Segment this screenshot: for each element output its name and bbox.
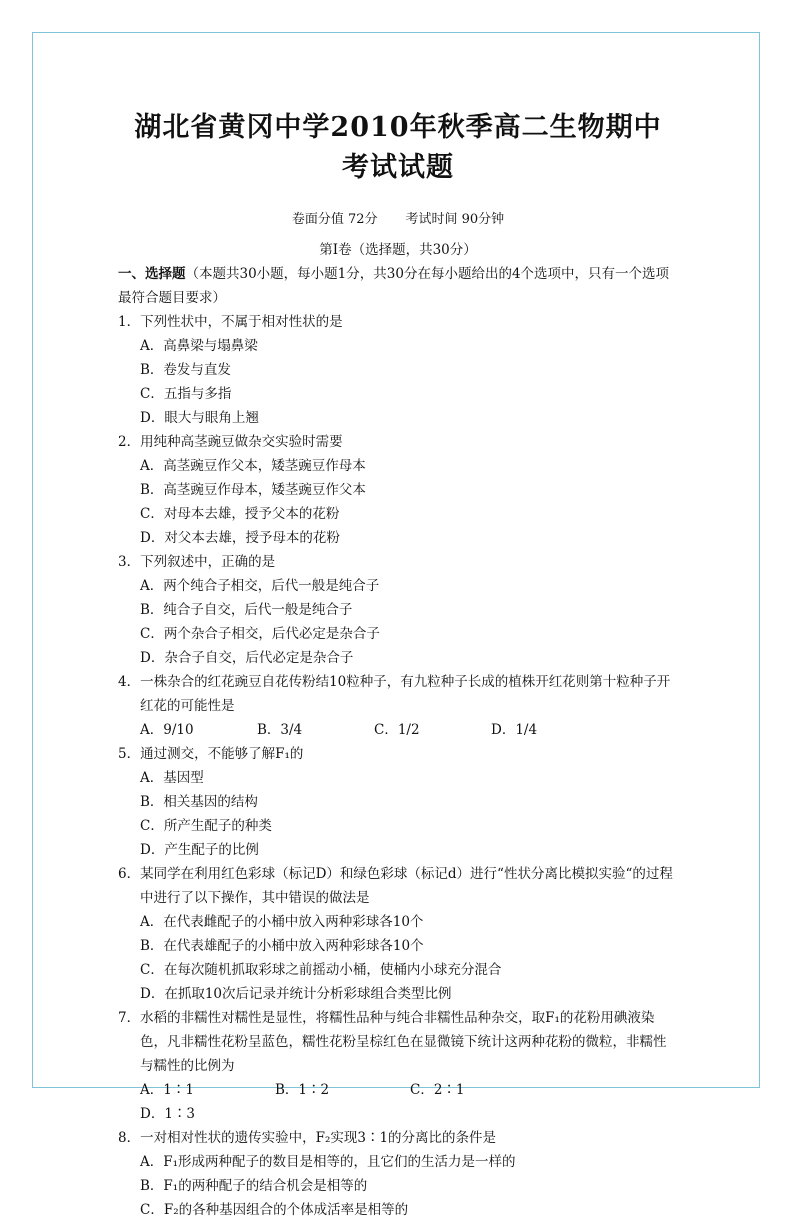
question-stem: 2．用纯种高茎豌豆做杂交实验时需要 [118, 434, 343, 450]
option-d: D．杂合子自交，后代必定是杂合子 [140, 650, 354, 666]
time-info: 考试时间 90分钟 [405, 212, 505, 227]
option-a: A．9/10 [140, 722, 194, 738]
section-instructions [118, 262, 678, 310]
option-c: C．F₂的各种基因组合的个体成活率是相等的 [140, 1202, 409, 1218]
option-d: D．对父本去雄，授予母本的花粉 [140, 530, 340, 546]
question-6 [118, 862, 678, 1006]
question-stem: 6．某同学在利用红色彩球（标记D）和绿色彩球（标记d）进行“性状分离比模拟实验“的过程中进行了以下操作，其中错误的做法是 [118, 866, 673, 906]
option-d: D．眼大与眼角上翘 [140, 410, 259, 426]
score-info: 卷面分值 72分 [291, 212, 378, 227]
title-line-2: 考试试题 [342, 152, 454, 183]
option-d: D．1∶3 [140, 1106, 196, 1122]
option-c: C．两个杂合子相交，后代必定是杂合子 [140, 626, 380, 642]
question-stem: 4．一株杂合的红花豌豆自花传粉结10粒种子，有九粒种子长成的植株开红花则第十粒种子开红花的可能性是 [118, 674, 671, 714]
option-b: B．纯合子自交，后代一般是纯合子 [140, 602, 353, 618]
section-label: 一、选择题 [118, 266, 186, 282]
option-c: C．对母本去雄，授予父本的花粉 [140, 506, 340, 522]
option-b: B．高茎豌豆作母本，矮茎豌豆作父本 [140, 482, 366, 498]
option-b: B．在代表雄配子的小桶中放入两种彩球各10个 [140, 938, 424, 954]
question-3 [118, 550, 678, 670]
option-a: A．高茎豌豆作父本，矮茎豌豆作母本 [140, 458, 366, 474]
question-1 [118, 310, 678, 430]
question-stem: 8．一对相对性状的遗传实验中，F₂实现3∶1的分离比的条件是 [118, 1130, 497, 1146]
question-8 [118, 1126, 678, 1222]
question-stem: 7．水稻的非糯性对糯性是显性，将糯性品种与纯合非糯性品种杂交，取F₁的花粉用碘液染色，凡非糯性花粉呈蓝色，糯性花粉呈棕红色在显微镜下统计这两种花粉的微粒，非糯性与糯性的比例为 [118, 1010, 667, 1074]
option-a: A．1∶1 [140, 1082, 194, 1098]
option-b: B．1∶2 [275, 1082, 330, 1098]
option-c: C．1/2 [374, 722, 420, 738]
question-7 [118, 1006, 678, 1126]
option-a: A．在代表雌配子的小桶中放入两种彩球各10个 [140, 914, 424, 930]
option-a: A．高鼻梁与塌鼻梁 [140, 338, 258, 354]
question-stem: 5．通过测交，不能够了解F₁的 [118, 746, 304, 762]
option-b: B．卷发与直发 [140, 362, 231, 378]
option-a: A．两个纯合子相交，后代一般是纯合子 [140, 578, 380, 594]
option-d: D．产生配子的比例 [140, 842, 259, 858]
option-c: C．2∶1 [410, 1082, 465, 1098]
option-d: D．1/4 [491, 722, 538, 738]
option-b: B．F₁的两种配子的结合机会是相等的 [140, 1178, 368, 1194]
question-5 [118, 742, 678, 862]
section-heading: 第Ⅰ卷（选择题，共30分） [319, 242, 477, 258]
exam-document [118, 108, 678, 1222]
option-a: A．F₁形成两种配子的数目是相等的，且它们的生活力是一样的 [140, 1154, 516, 1170]
option-c: C．所产生配子的种类 [140, 818, 272, 834]
question-4 [118, 670, 678, 742]
exam-meta [118, 210, 678, 230]
option-b: B．相关基因的结构 [140, 794, 258, 810]
option-d: D．在抓取10次后记录并统计分析彩球组合类型比例 [140, 986, 452, 1002]
question-2 [118, 430, 678, 550]
question-stem: 1．下列性状中，不属于相对性状的是 [118, 314, 343, 330]
title-line-1: 湖北省黄冈中学2010年秋季高二生物期中 [134, 112, 662, 143]
option-c: C．在每次随机抓取彩球之前摇动小桶，使桶内小球充分混合 [140, 962, 502, 978]
option-a: A．基因型 [140, 770, 204, 786]
exam-title [118, 108, 678, 188]
question-stem: 3．下列叙述中，正确的是 [118, 554, 276, 570]
option-b: B．3/4 [257, 722, 303, 738]
section-instructions-text: （本题共30小题，每小题1分，共30分在每小题给出的4个选项中，只有一个选项最符合题目要求） [118, 266, 670, 306]
option-c: C．五指与多指 [140, 386, 232, 402]
